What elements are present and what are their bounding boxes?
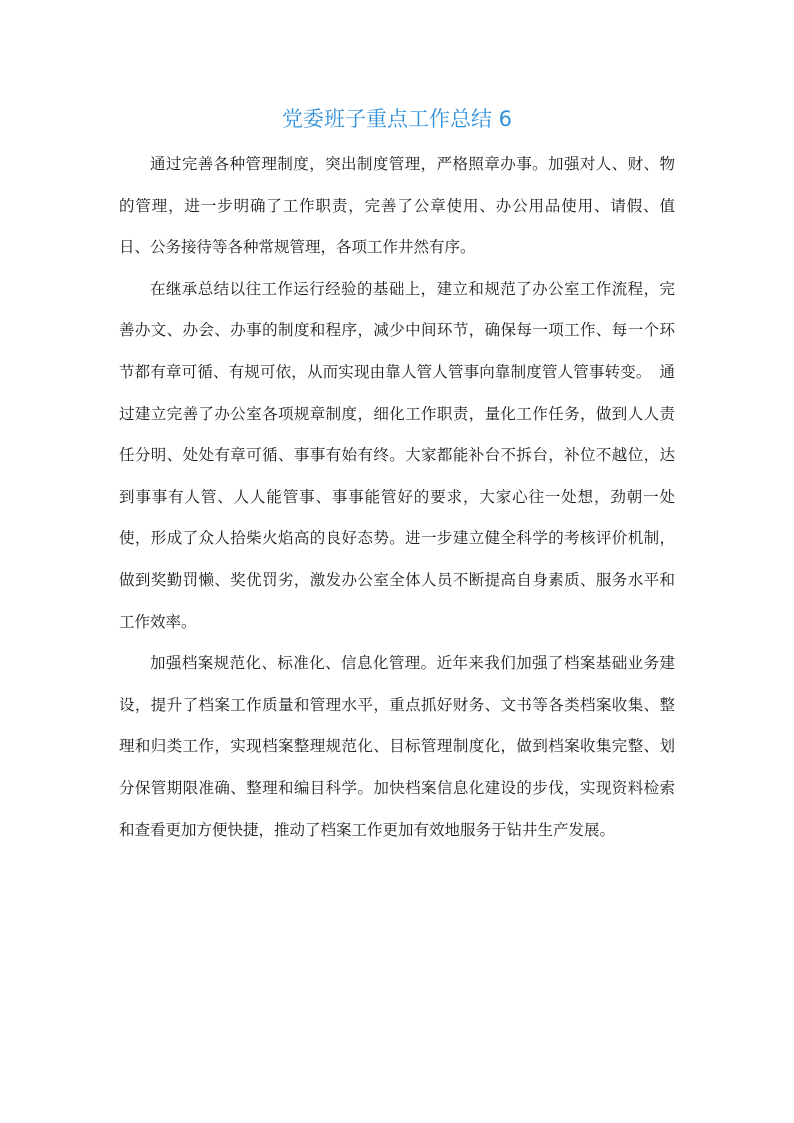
document-body [119,144,675,851]
document-title: 党委班子重点工作总结 6 [281,107,513,131]
paragraph-1: 通过完善各种管理制度，突出制度管理，严格照章办事。加强对人、财、物的管理，进一步明确了工作职责，完善了公章使用、办公用品使用、请假、值日、公务接待等各种常规管理，各项工作井然有序。 [119,155,675,257]
paragraph-2: 在继承总结以往工作运行经验的基础上，建立和规范了办公室工作流程，完善办文、办会、办事的制度和程序，减少中间环节，确保每一项工作、每一个环节都有章可循、有规可依，从而实现由靠人管人管事向靠制度管人管事转变。 通过建立完善了办公室各项规章制度，细化工作职责，量化工作任务，做到人人责任分明、处处有章可循、事事有始有终。大家都能补台不拆台，补位不越位，达到事事有人管、人人能管事、事事能管好的要求，大家心往一处想，劲朝一处使，形成了众人拾柴火焰高的良好态势。进一步建立健全科学的考核评价机制，做到奖勤罚懒、奖优罚劣，激发办公室全体人员不断提高自身素质、服务水平和工作效率。 [119,279,675,631]
paragraph-3: 加强档案规范化、标准化、信息化管理。近年来我们加强了档案基础业务建设，提升了档案工作质量和管理水平，重点抓好财务、文书等各类档案收集、整理和归类工作，实现档案整理规范化、目标管理制度化，做到档案收集完整、划分保管期限准确、整理和编目科学。加快档案信息化建设的步伐，实现资料检索和查看更加方便快捷，推动了档案工作更加有效地服务于钻井生产发展。 [119,654,675,839]
